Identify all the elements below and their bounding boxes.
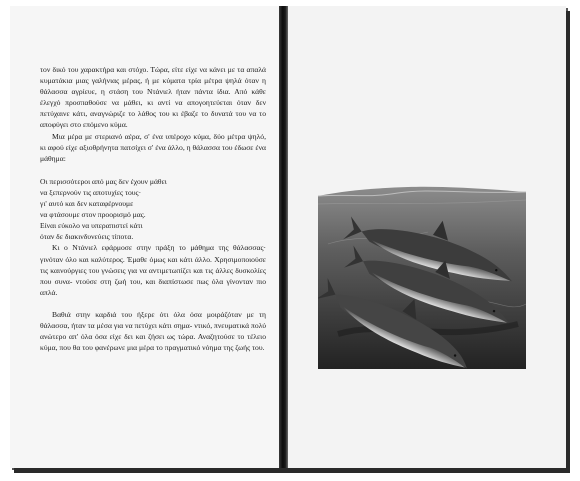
text-line: προσπαθούσε να μάθει, κι αντί να απογοητεύεται όταν xyxy=(65,98,252,108)
poem-line: γι' αυτό και δεν καταφέρνουμε xyxy=(40,199,134,209)
paragraph-3 xyxy=(40,242,266,297)
text-line: Κι ο Ντάνιελ εφάρμοσε στην πράξη το μάθημα της xyxy=(52,243,229,253)
book-gutter xyxy=(279,6,288,468)
text-line: πιο απλά. xyxy=(40,276,267,297)
dolphins-illustration xyxy=(318,184,526,369)
text-line: κάνει με τα απαλά κυματάκια μιας γαλήνιας μέρας, ή με xyxy=(40,65,266,86)
poem-line: να ξεπερνούν τις αποτυχίες τους· xyxy=(40,187,142,197)
text-line: ένα άλλο, η θάλασσα του έδωσε ένα μάθημα: xyxy=(40,142,266,163)
left-page-text xyxy=(40,64,266,353)
text-line: κύματα τρία μέτρα ψηλά όταν η θάλασσα αγρίευε, η xyxy=(40,76,266,97)
text-line: Βαθιά στην καρδιά του ήξερε ότι όλα όσα μοιράζόταν xyxy=(52,309,242,319)
book-spread xyxy=(10,6,566,468)
text-line: κάτι άλλο. Χρησιμοποιούσε τις καινούργιες του γνώσεις xyxy=(40,254,266,275)
text-line: τον δικό του χαρακτήρα και στόχο. Τώρα, είτε είχε να xyxy=(40,65,207,74)
text-line: με τη θάλασσα, ήταν τα μέσα για να πετύχει κάτι σημα- xyxy=(40,309,266,330)
text-line: δύο μέτρα ψηλό, κι αφού είχε αξιοθρήνητα πατσίχει σ' xyxy=(40,131,266,152)
left-page xyxy=(10,6,279,468)
poem-line: Οι περισσότεροι από μας δεν έχουν μάθει xyxy=(40,176,167,186)
text-line: Μια μέρα με στεριανό αέρα, σ' ένα υπέροχο κύμα, xyxy=(52,131,211,141)
poem-line: όταν δε διακινδυνεύεις τίποτα. xyxy=(40,232,134,242)
paragraph-1 xyxy=(40,64,266,131)
paragraph-2 xyxy=(40,131,266,164)
paragraph-4 xyxy=(40,309,266,353)
text-line: ντούσε στη ζωή του, και διαπίστωσε πως όλα γίνονταν xyxy=(75,276,254,286)
text-line: το δυνατά του να το αποφύγει στο επόμενο κύμα. xyxy=(40,109,266,130)
text-line: ντικό, πνευματικά πολύ ανώτερο απ' όλα όσα είχε δει και xyxy=(40,320,266,342)
poem-line: να φτάσουμε στον προορισμό μας. xyxy=(40,210,146,220)
text-line: φανέρωνε μια μέρα το πραγματικό νόημα της ζωής του. xyxy=(94,343,265,353)
right-page xyxy=(288,6,566,468)
text-line: στάση του Ντάνιελ ήταν πάντα ίδια. Από κάθε έλεγχό xyxy=(40,87,266,108)
text-line: θάλασσας· γινόταν όλο και καλύτερος. Έμαθε όμως και xyxy=(40,243,266,264)
poem-line: Είναι εύκολο να υπεραπιστεί κάτι xyxy=(40,221,143,231)
text-line: για να αντιμετωπίζει και τις άλλες δυσκολίες που συνα- xyxy=(40,265,266,286)
text-line: δεν πετύχαινε κάτι, αναγνώριζε το λάθος του κι έβαζε xyxy=(40,98,266,119)
text-line: ζήσει ως τώρα. Αναζητούσε το τέλειο κύμα, που θα του xyxy=(40,332,266,353)
